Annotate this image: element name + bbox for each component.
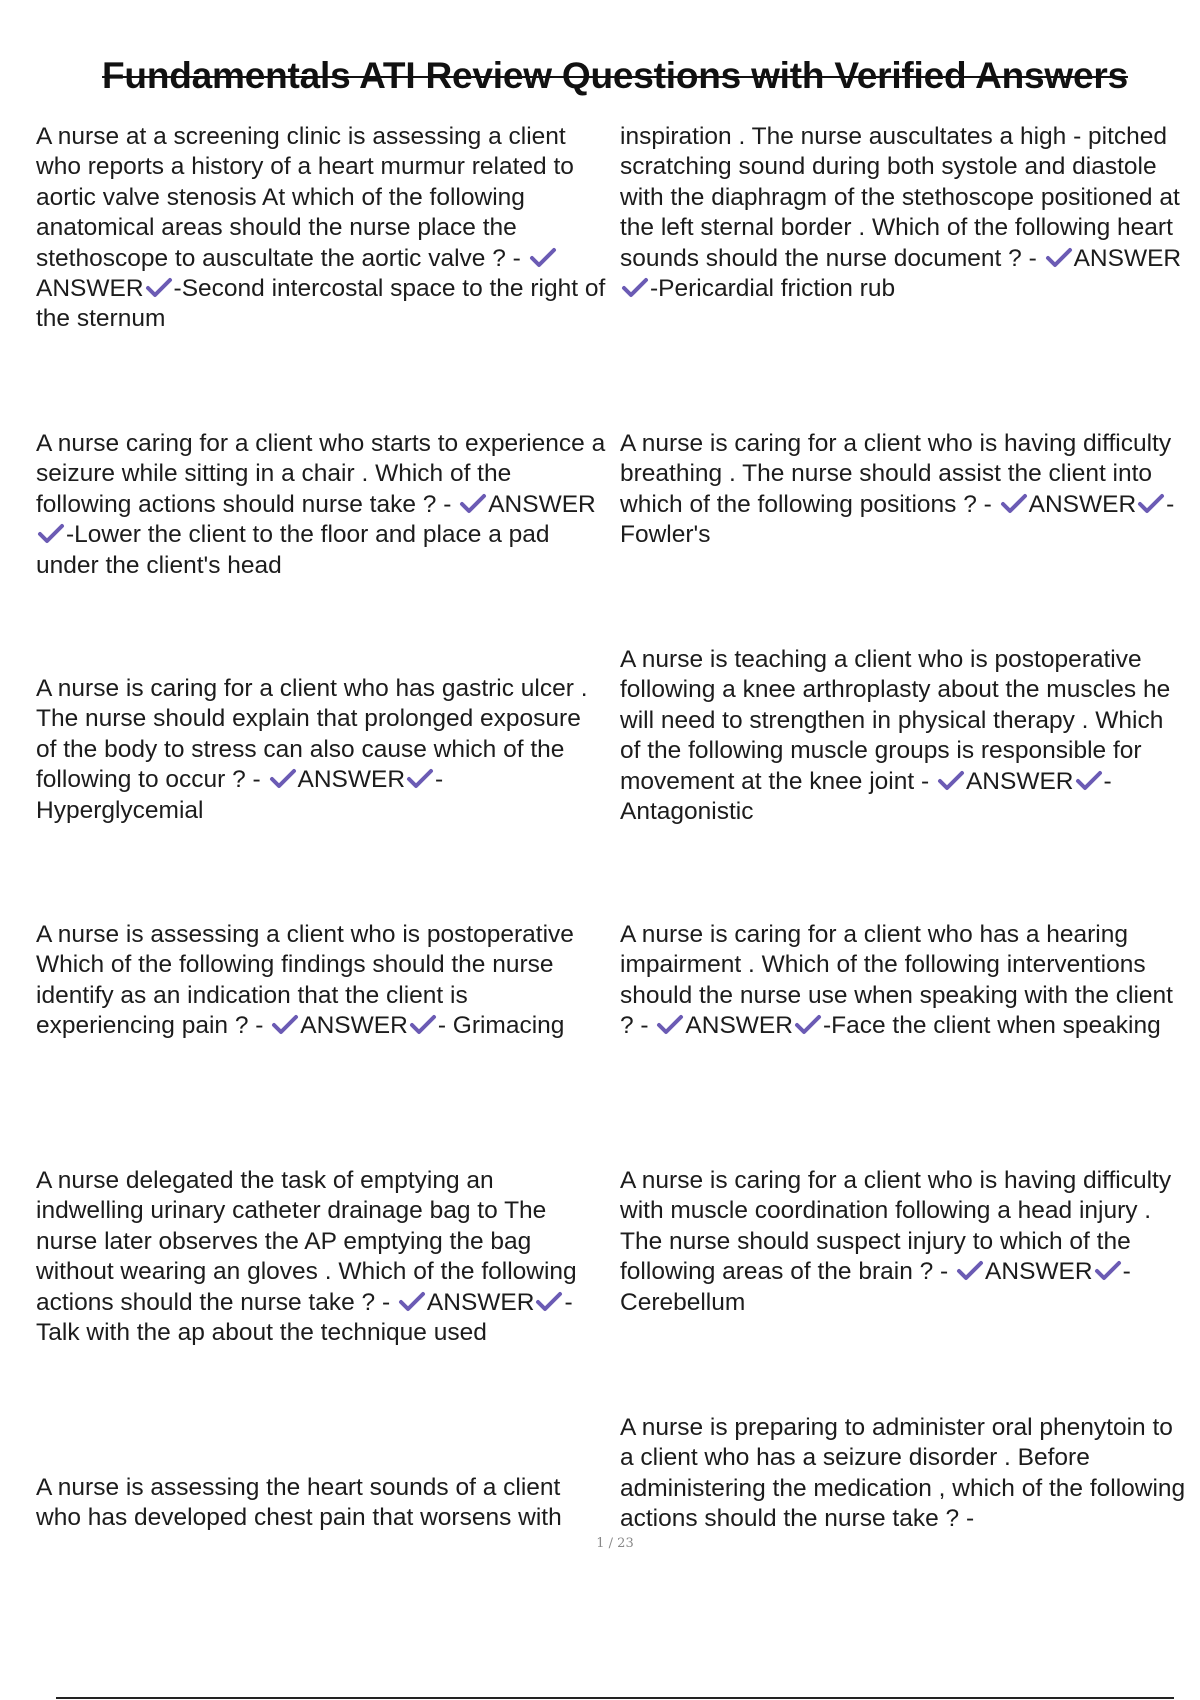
check-icon (1137, 493, 1165, 515)
page-number: 1 / 23 (596, 1536, 634, 1551)
answer-label: ANSWER (1073, 244, 1182, 272)
answer-text: -Face the client when speaking (822, 1012, 1161, 1040)
answer-label: ANSWER (985, 1258, 1093, 1286)
check-icon (269, 768, 297, 790)
question-text: A nurse is caring for a client who has a hearing impairment . Which of the following interventions should the nurse use when speaking with the client ? - (620, 921, 1173, 1040)
answer-text: -Antagonistic (620, 767, 1112, 826)
qa-block-right-4 (620, 920, 1190, 1042)
check-icon (656, 1014, 684, 1036)
answer-text: -Cerebellum (620, 1258, 1131, 1316)
question-text: A nurse caring for a client who starts to experience a seizure while sitting in a chair . Which of the following actions should nurse take ? - (36, 430, 606, 518)
check-icon (409, 1014, 437, 1036)
answer-label: ANSWER (36, 275, 144, 303)
check-icon (794, 1014, 822, 1036)
qa-block-right-1 (620, 122, 1190, 304)
check-icon (937, 770, 965, 792)
check-icon (956, 1260, 984, 1282)
check-icon (459, 493, 487, 515)
page-title: Fundamentals ATI Review Questions with Verified Answers (102, 54, 1128, 96)
answer-label: ANSWER (297, 766, 406, 794)
check-icon (1045, 247, 1073, 269)
check-icon (271, 1014, 299, 1036)
qa-block-left-6 (36, 1473, 606, 1534)
bottom-divider (56, 1697, 1174, 1699)
answer-text: -Pericardial friction rub (650, 275, 896, 303)
check-icon (1094, 1260, 1122, 1282)
qa-block-right-2 (620, 429, 1190, 551)
answer-text: -Hyperglycemial (36, 766, 444, 824)
question-text: A nurse is teaching a client who is postoperative following a knee arthroplasty about the muscles he will need to strengthen in physical therapy . Which of the following muscle groups is responsible for movement at the knee joint - (620, 646, 1171, 795)
check-icon (621, 277, 649, 299)
question-text: A nurse delegated the task of emptying an indwelling urinary catheter drainage bag to The nurse later observes the AP emptying the bag without wearing an gloves . Which of the following actions should the nurse take ? - (36, 1167, 577, 1316)
question-text: A nurse is caring for a client who is having difficulty with muscle coordination following a head injury . The nurse should suspect injury to which of the following areas of the brain ? - (620, 1167, 1172, 1286)
qa-block-right-5 (620, 1166, 1190, 1318)
answer-text: -Second intercostal space to the right of the sternum (36, 275, 606, 333)
qa-block-left-2 (36, 429, 606, 581)
check-icon (1075, 770, 1103, 792)
qa-block-left-1 (36, 122, 606, 335)
qa-block-left-5 (36, 1166, 606, 1348)
answer-label: ANSWER (1028, 490, 1137, 518)
question-text: A nurse is preparing to administer oral phenytoin to a client who has a seizure disorder . Before administering the medication , which of the following actions should the nurse take ? - (620, 1414, 1186, 1533)
check-icon (145, 277, 173, 299)
answer-label: ANSWER (488, 490, 596, 518)
answer-text: -Talk with the ap about the technique used (36, 1288, 573, 1347)
answer-text: -Lower the client to the floor and place a pad under the client's head (36, 521, 550, 579)
answer-label: ANSWER (965, 767, 1074, 795)
question-text: A nurse is caring for a client who has gastric ulcer . The nurse should explain that prolonged exposure of the body to stress can also cause which of the following to occur ? - (36, 675, 588, 794)
qa-block-left-4 (36, 920, 606, 1042)
check-icon (406, 768, 434, 790)
question-text: A nurse is caring for a client who is having difficulty breathing . The nurse should assist the client into which of the following positions ? - (620, 430, 1172, 518)
question-text: A nurse is assessing a client who is postoperative Which of the following findings should the nurse identify as an indication that the client is experiencing pain ? - (36, 921, 574, 1040)
qa-block-right-3 (620, 645, 1190, 827)
answer-text: -Fowler's (620, 490, 1175, 549)
answer-label: ANSWER (300, 1012, 408, 1040)
check-icon (1000, 493, 1028, 515)
question-text: inspiration . The nurse auscultates a high - pitched scratching sound during both systole and diastole with the diaphragm of the stethoscope positioned at the left sternal border . Which of the following heart sounds should the nurse document ? - (620, 123, 1180, 272)
answer-text: - Grimacing (437, 1012, 565, 1040)
check-icon (535, 1291, 563, 1313)
check-icon (529, 247, 557, 269)
check-icon (37, 523, 65, 545)
answer-label: ANSWER (426, 1288, 535, 1316)
question-text: A nurse is assessing the heart sounds of a client who has developed chest pain that worsens with (36, 1474, 562, 1532)
check-icon (398, 1291, 426, 1313)
answer-label: ANSWER (685, 1012, 793, 1040)
qa-block-right-6 (620, 1413, 1190, 1535)
qa-block-left-3 (36, 674, 606, 826)
question-text: A nurse at a screening clinic is assessing a client who reports a history of a heart murmur related to aortic valve stenosis At which of the following anatomical areas should the nurse place the stethoscope to auscultate the aortic valve ? - (36, 123, 574, 272)
